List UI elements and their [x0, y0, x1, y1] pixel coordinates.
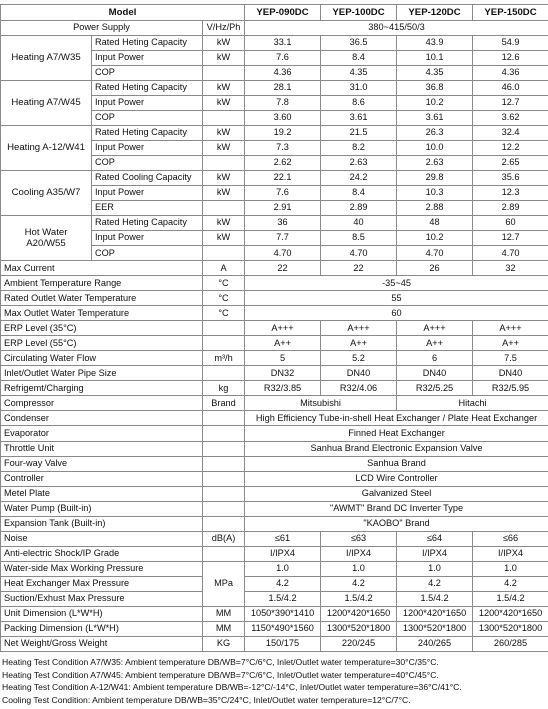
row-value: 10.2	[397, 95, 473, 110]
performance-row	[1, 80, 548, 95]
weight-3: 240/265	[397, 636, 473, 651]
pump-unit	[203, 501, 245, 516]
row-value: 4.70	[321, 246, 397, 261]
se-pressure-row	[1, 591, 548, 606]
row-value: 4.70	[473, 246, 548, 261]
pack-dim-label: Packing Dimension (L*W*H)	[1, 621, 203, 636]
group-name: Hot Water A20/W55	[1, 216, 92, 261]
compressor-label: Compressor	[1, 396, 203, 411]
row-value: 19.2	[245, 125, 321, 140]
pack-dim-4: 1300*520*1800	[473, 621, 548, 636]
ws-pressure-3: 1.0	[397, 561, 473, 576]
condenser-row	[1, 411, 548, 426]
row-value: 8.6	[321, 95, 397, 110]
row-value: 4.36	[473, 65, 548, 80]
max-current-label: Max Current	[1, 261, 203, 276]
max-current-4: 32	[473, 261, 548, 276]
row-value: 2.63	[321, 155, 397, 170]
condenser-unit	[203, 411, 245, 426]
hx-pressure-3: 4.2	[397, 576, 473, 591]
row-value: 40	[321, 216, 397, 231]
row-value: 7.6	[245, 50, 321, 65]
row-label: COP	[92, 65, 203, 80]
power-supply-label: Power Supply	[1, 20, 203, 35]
unit-dim-label: Unit Dimension (L*W*H)	[1, 606, 203, 621]
row-value: 35.6	[473, 170, 548, 185]
max-current-3: 26	[397, 261, 473, 276]
ambient-range-label: Ambient Temperature Range	[1, 276, 203, 291]
row-value: 8.4	[321, 185, 397, 200]
anti-shock-row	[1, 546, 548, 561]
metel-row	[1, 486, 548, 501]
se-pressure-3: 1.5/4.2	[397, 591, 473, 606]
group-name: Heating A7/W45	[1, 80, 92, 125]
evaporator-row	[1, 426, 548, 441]
pump-row	[1, 501, 548, 516]
row-value: 60	[473, 216, 548, 231]
ws-pressure-1: 1.0	[245, 561, 321, 576]
compressor-brand-b: Hitachi	[397, 396, 548, 411]
refrigerant-row	[1, 381, 548, 396]
noise-unit: dB(A)	[203, 531, 245, 546]
rated-outlet-value: 55	[245, 291, 548, 306]
row-value: 4.70	[397, 246, 473, 261]
ambient-range-row	[1, 276, 548, 291]
erp55-label: ERP Level (55°C)	[1, 336, 203, 351]
row-unit: kW	[203, 80, 245, 95]
noise-2: ≤63	[321, 531, 397, 546]
hx-pressure-2: 4.2	[321, 576, 397, 591]
row-label: Rated Heting Capacity	[92, 216, 203, 231]
row-value: 4.36	[245, 65, 321, 80]
evaporator-value: Finned Heat Exchanger	[245, 426, 548, 441]
row-value: 36.5	[321, 35, 397, 50]
performance-row	[1, 216, 548, 231]
erp35-label: ERP Level (35°C)	[1, 321, 203, 336]
row-label: Rated Heting Capacity	[92, 80, 203, 95]
erp55-1: A++	[245, 336, 321, 351]
weight-row	[1, 636, 548, 651]
weight-4: 260/285	[473, 636, 548, 651]
hx-pressure-1: 4.2	[245, 576, 321, 591]
flow-row	[1, 351, 548, 366]
pump-label: Water Pump (Built-in)	[1, 501, 203, 516]
row-value: 12.2	[473, 140, 548, 155]
metel-unit	[203, 486, 245, 501]
throttle-unit	[203, 441, 245, 456]
unit-dim-4: 1200*420*1650	[473, 606, 548, 621]
row-label: Rated Heting Capacity	[92, 125, 203, 140]
row-value: 12.7	[473, 231, 548, 246]
metel-label: Metel Plate	[1, 486, 203, 501]
row-value: 10.2	[397, 231, 473, 246]
controller-row	[1, 471, 548, 486]
row-value: 12.7	[473, 95, 548, 110]
row-value: 3.61	[397, 110, 473, 125]
pack-dim-row	[1, 621, 548, 636]
ws-pressure-2: 1.0	[321, 561, 397, 576]
unit-dim-1: 1050*390*1410	[245, 606, 321, 621]
evaporator-unit	[203, 426, 245, 441]
controller-unit	[203, 471, 245, 486]
pack-dim-unit: MM	[203, 621, 245, 636]
row-value: 10.1	[397, 50, 473, 65]
test-conditions-notes	[2, 656, 548, 706]
row-value: 31.0	[321, 80, 397, 95]
row-value: 2.63	[397, 155, 473, 170]
row-value: 2.88	[397, 200, 473, 215]
hx-pressure-row	[1, 576, 548, 591]
metel-value: Galvanized Steel	[245, 486, 548, 501]
power-supply-unit: V/Hz/Ph	[203, 20, 245, 35]
row-value: 24.2	[321, 170, 397, 185]
throttle-label: Throttle Unit	[1, 441, 203, 456]
row-unit: kW	[203, 216, 245, 231]
row-label: Input Power	[92, 185, 203, 200]
fourway-row	[1, 456, 548, 471]
refrigerant-label: Refrigemt/Charging	[1, 381, 203, 396]
compressor-row	[1, 396, 548, 411]
row-value: 32.4	[473, 125, 548, 140]
row-unit	[203, 246, 245, 261]
anti-shock-1: I/IPX4	[245, 546, 321, 561]
row-unit: kW	[203, 95, 245, 110]
row-value: 7.7	[245, 231, 321, 246]
pipe-3: DN40	[397, 366, 473, 381]
row-label: COP	[92, 246, 203, 261]
row-value: 8.5	[321, 231, 397, 246]
row-unit: kW	[203, 185, 245, 200]
row-value: 21.5	[321, 125, 397, 140]
row-value: 54.9	[473, 35, 548, 50]
row-value: 3.62	[473, 110, 548, 125]
model-col-4: YEP-150DC	[473, 5, 548, 21]
se-pressure-label: Suction/Exhust Max Pressure	[1, 591, 203, 606]
max-outlet-row	[1, 306, 548, 321]
performance-groups	[1, 35, 548, 260]
erp35-4: A+++	[473, 321, 548, 336]
anti-shock-unit	[203, 546, 245, 561]
row-value: 2.62	[245, 155, 321, 170]
flow-2: 5.2	[321, 351, 397, 366]
row-label: EER	[92, 200, 203, 215]
noise-label: Noise	[1, 531, 203, 546]
weight-unit: KG	[203, 636, 245, 651]
anti-shock-3: I/IPX4	[397, 546, 473, 561]
row-value: 48	[397, 216, 473, 231]
se-pressure-1: 1.5/4.2	[245, 591, 321, 606]
note-line: Heating Test Condition A7/W45: Ambient temperature DB/WB=7°C/6°C, Inlet/Outlet water temperature=40°C/45°C.	[2, 669, 439, 680]
condenser-label: Condenser	[1, 411, 203, 426]
row-value: 33.1	[245, 35, 321, 50]
row-value: 2.65	[473, 155, 548, 170]
model-col-1: YEP-090DC	[245, 5, 321, 21]
row-label: Rated Cooling Capacity	[92, 170, 203, 185]
row-unit: kW	[203, 50, 245, 65]
row-unit	[203, 200, 245, 215]
erp35-2: A+++	[321, 321, 397, 336]
row-unit: kW	[203, 140, 245, 155]
fourway-label: Four-way Valve	[1, 456, 203, 471]
row-value: 7.6	[245, 185, 321, 200]
row-value: 3.60	[245, 110, 321, 125]
noise-4: ≤66	[473, 531, 548, 546]
unit-dim-unit: MM	[203, 606, 245, 621]
row-value: 10.3	[397, 185, 473, 200]
anti-shock-label: Anti-electric Shock/IP Grade	[1, 546, 203, 561]
pipe-4: DN40	[473, 366, 548, 381]
erp55-unit	[203, 336, 245, 351]
row-label: Input Power	[92, 50, 203, 65]
throttle-row	[1, 441, 548, 456]
ambient-range-unit: °C	[203, 276, 245, 291]
row-value: 22.1	[245, 170, 321, 185]
fourway-value: Sanhua Brand	[245, 456, 548, 471]
compressor-unit: Brand	[203, 396, 245, 411]
row-value: 4.35	[397, 65, 473, 80]
rated-outlet-row	[1, 291, 548, 306]
row-label: Input Power	[92, 231, 203, 246]
ws-pressure-4: 1.0	[473, 561, 548, 576]
erp55-3: A++	[397, 336, 473, 351]
noise-row	[1, 531, 548, 546]
flow-label: Circulating Water Flow	[1, 351, 203, 366]
note-line: Heating Test Condition A-12/W41: Ambient temperature DB/WB=-12°C/-14°C, Inlet/Outlet water temperature=36°C/41°C.	[2, 682, 462, 693]
evaporator-label: Evaporator	[1, 426, 203, 441]
row-value: 29.8	[397, 170, 473, 185]
hx-pressure-4: 4.2	[473, 576, 548, 591]
row-unit: kW	[203, 170, 245, 185]
row-value: 7.3	[245, 140, 321, 155]
spec-table	[0, 4, 548, 652]
erp35-3: A+++	[397, 321, 473, 336]
row-unit	[203, 155, 245, 170]
pressure-unit: MPa	[203, 561, 245, 606]
weight-label: Net Weight/Gross Weight	[1, 636, 203, 651]
max-outlet-value: 60	[245, 306, 548, 321]
se-pressure-4: 1.5/4.2	[473, 591, 548, 606]
noise-1: ≤61	[245, 531, 321, 546]
row-value: 4.35	[321, 65, 397, 80]
row-label: Input Power	[92, 140, 203, 155]
pack-dim-1: 1150*490*1560	[245, 621, 321, 636]
max-outlet-unit: °C	[203, 306, 245, 321]
row-value: 28.1	[245, 80, 321, 95]
max-current-unit: A	[203, 261, 245, 276]
row-unit: kW	[203, 125, 245, 140]
model-col-3: YEP-120DC	[397, 5, 473, 21]
pipe-row	[1, 366, 548, 381]
flow-4: 7.5	[473, 351, 548, 366]
pipe-1: DN32	[245, 366, 321, 381]
model-col-2: YEP-100DC	[321, 5, 397, 21]
erp35-row	[1, 321, 548, 336]
weight-1: 150/175	[245, 636, 321, 651]
erp55-4: A++	[473, 336, 548, 351]
ws-pressure-row	[1, 561, 548, 576]
row-value: 10.0	[397, 140, 473, 155]
row-value: 26.3	[397, 125, 473, 140]
flow-unit: m³/h	[203, 351, 245, 366]
hx-pressure-label: Heat Exchanger Max Pressure	[1, 576, 203, 591]
flow-1: 5	[245, 351, 321, 366]
row-unit	[203, 65, 245, 80]
tank-unit	[203, 516, 245, 531]
row-value: 2.89	[321, 200, 397, 215]
row-unit: kW	[203, 35, 245, 50]
row-value: 43.9	[397, 35, 473, 50]
pipe-2: DN40	[321, 366, 397, 381]
pump-value: "AWMT" Brand DC Inverter Type	[245, 501, 548, 516]
ws-pressure-label: Water-side Max Working Pressure	[1, 561, 203, 576]
refrigerant-4: R32/5.95	[473, 381, 548, 396]
refrigerant-2: R32/4.06	[321, 381, 397, 396]
row-label: Input Power	[92, 95, 203, 110]
row-value: 2.91	[245, 200, 321, 215]
row-label: Rated Heting Capacity	[92, 35, 203, 50]
throttle-value: Sanhua Brand Electronic Expansion Valve	[245, 441, 548, 456]
tank-row	[1, 516, 548, 531]
tank-value: "KAOBO" Brand	[245, 516, 548, 531]
row-label: COP	[92, 155, 203, 170]
anti-shock-2: I/IPX4	[321, 546, 397, 561]
erp35-unit	[203, 321, 245, 336]
row-value: 12.3	[473, 185, 548, 200]
erp55-2: A++	[321, 336, 397, 351]
note-line: Cooling Test Condition: Ambient temperature DB/WB=35°C/24°C, Inlet/Outlet water temperature=12°C/7°C.	[2, 694, 411, 705]
row-value: 36.8	[397, 80, 473, 95]
row-label: COP	[92, 110, 203, 125]
erp35-1: A+++	[245, 321, 321, 336]
group-name: Heating A7/W35	[1, 35, 92, 80]
refrigerant-3: R32/5.25	[397, 381, 473, 396]
note-line: Heating Test Condition A7/W35: Ambient temperature DB/WB=7°C/6°C, Inlet/Outlet water temperature=30°C/35°C.	[2, 657, 439, 667]
pipe-unit	[203, 366, 245, 381]
pipe-label: Inlet/Outlet Water Pipe Size	[1, 366, 203, 381]
fourway-unit	[203, 456, 245, 471]
group-name: Cooling A35/W7	[1, 170, 92, 215]
row-value: 7.8	[245, 95, 321, 110]
max-current-row	[1, 261, 548, 276]
row-value: 2.89	[473, 200, 548, 215]
performance-row	[1, 170, 548, 185]
max-current-1: 22	[245, 261, 321, 276]
noise-3: ≤64	[397, 531, 473, 546]
se-pressure-2: 1.5/4.2	[321, 591, 397, 606]
tank-label: Expansion Tank (Built-in)	[1, 516, 203, 531]
row-value: 8.2	[321, 140, 397, 155]
header-row	[1, 5, 548, 21]
condenser-value: High Efficiency Tube-in-shell Heat Exchanger / Plate Heat Exchanger	[245, 411, 548, 426]
performance-row	[1, 125, 548, 140]
row-unit	[203, 110, 245, 125]
compressor-brand-a: Mitsubishi	[245, 396, 397, 411]
row-value: 12.6	[473, 50, 548, 65]
pack-dim-3: 1300*520*1800	[397, 621, 473, 636]
row-value: 46.0	[473, 80, 548, 95]
controller-label: Controller	[1, 471, 203, 486]
unit-dim-2: 1200*420*1650	[321, 606, 397, 621]
rated-outlet-label: Rated Outlet Water Temperature	[1, 291, 203, 306]
flow-3: 6	[397, 351, 473, 366]
rated-outlet-unit: °C	[203, 291, 245, 306]
power-supply-row	[1, 20, 548, 35]
power-supply-value: 380~415/50/3	[245, 20, 548, 35]
max-outlet-label: Max Outlet Water Temperature	[1, 306, 203, 321]
refrigerant-1: R32/3.85	[245, 381, 321, 396]
row-value: 4.70	[245, 246, 321, 261]
erp55-row	[1, 336, 548, 351]
row-unit: kW	[203, 231, 245, 246]
performance-row	[1, 35, 548, 50]
max-current-2: 22	[321, 261, 397, 276]
ambient-range-value: -35~45	[245, 276, 548, 291]
group-name: Heating A-12/W41	[1, 125, 92, 170]
controller-value: LCD Wire Controller	[245, 471, 548, 486]
model-header: Model	[1, 5, 245, 21]
anti-shock-4: I/IPX4	[473, 546, 548, 561]
row-value: 8.4	[321, 50, 397, 65]
row-value: 3.61	[321, 110, 397, 125]
pack-dim-2: 1300*520*1800	[321, 621, 397, 636]
refrigerant-unit: kg	[203, 381, 245, 396]
weight-2: 220/245	[321, 636, 397, 651]
unit-dim-row	[1, 606, 548, 621]
row-value: 36	[245, 216, 321, 231]
unit-dim-3: 1200*420*1650	[397, 606, 473, 621]
